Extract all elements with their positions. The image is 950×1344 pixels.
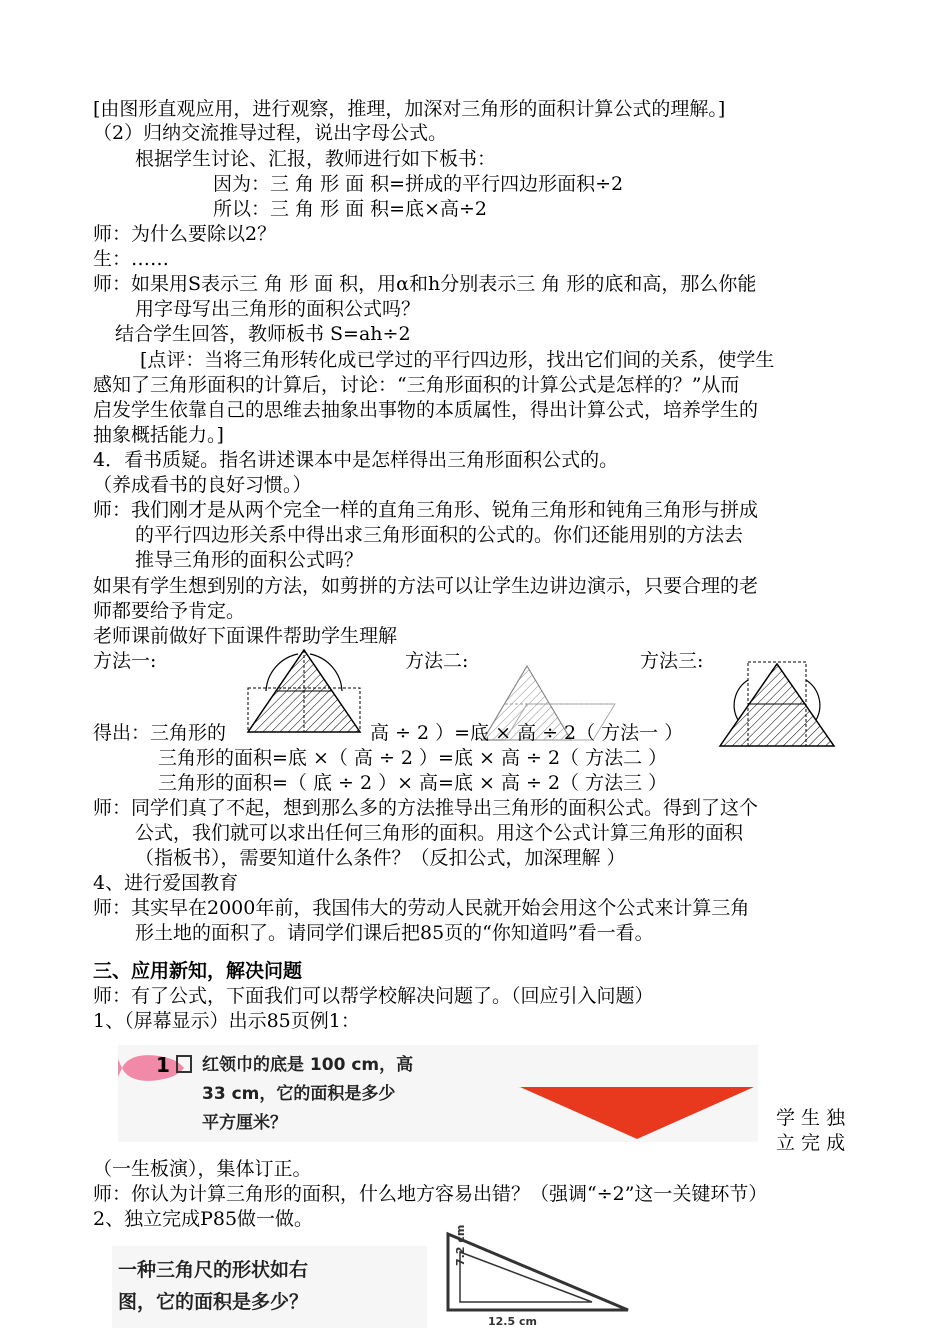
teacher-line: 师：如果用S表示三 角 形 面 积，用α和h分别表示三 角 形的底和高，那么你能	[93, 273, 757, 295]
step-heading: （2）归纳交流推导过程，说出字母公式。	[93, 122, 448, 144]
method-three-label: 方法三:	[640, 650, 704, 672]
red-scarf-triangle	[518, 1085, 758, 1141]
result-line: 高 ÷ 2 ）=底 × 高 ÷ 2（ 方法一 ）	[370, 722, 684, 744]
result-line: 三角形的面积=（ 底 ÷ 2 ）× 高=底 × 高 ÷ 2（ 方法三 ）	[158, 772, 668, 794]
text-line: 结合学生回答，教师板书 S=ah÷2	[115, 323, 411, 345]
text-line: （养成看书的良好习惯。）	[93, 474, 312, 496]
step-heading: 2、独立完成P85做一做。	[93, 1208, 314, 1230]
comment-line: 抽象概括能力。]	[93, 424, 224, 446]
text-line: 老师课前做好下面课件帮助学生理解	[93, 625, 398, 647]
result-line: 三角形的面积=底 ×（ 高 ÷ 2 ）=底 × 高 ÷ 2（ 方法二 ）	[158, 747, 668, 769]
method-two-label: 方法二:	[405, 650, 469, 672]
teacher-line-cont: （指板书），需要知道什么条件？（反扣公式，加深理解 ）	[135, 847, 626, 869]
student-line: 生：……	[93, 248, 170, 270]
text-line: 根据学生讨论、汇报，教师进行如下板书：	[135, 148, 497, 170]
teacher-line-cont: 用字母写出三角形的面积公式吗？	[135, 298, 421, 320]
comment-line: [点评：当将三角形转化成已学过的平行四边形，找出它们间的关系，使学生	[140, 349, 775, 371]
text-line: 立 完 成	[776, 1132, 846, 1154]
example-number: 1	[156, 1053, 170, 1077]
step-heading: 4．看书质疑。指名讲述课本中是怎样得出三角形面积公式的。	[93, 449, 619, 471]
teacher-line: 师：你认为计算三角形的面积，什么地方容易出错？（强调“÷2”这一关键环节）	[93, 1183, 768, 1205]
text-line: 如果有学生想到别的方法，如剪拼的方法可以让学生边讲边演示，只要合理的老	[93, 575, 759, 597]
comment-line: [由图形直观应用，进行观察，推理，加深对三角形的面积计算公式的理解。]	[93, 98, 726, 120]
section-heading: 三、应用新知，解决问题	[93, 960, 303, 982]
teacher-line-cont: 公式，我们就可以求出任何三角形的面积。用这个公式计算三角形的面积	[135, 822, 744, 844]
teacher-line-cont: 形土地的面积了。请同学们课后把85页的“你知道吗”看一看。	[135, 922, 654, 944]
box-icon	[176, 1055, 192, 1073]
example-1-panel	[118, 1045, 758, 1142]
example-text: 平方厘米？	[202, 1113, 287, 1133]
triangle-ruler-figure	[440, 1230, 635, 1330]
formula-therefore: 所以：三 角 形 面 积=底×高÷2	[213, 198, 488, 220]
example-text: 33 cm，它的面积是多少	[202, 1084, 396, 1104]
practice-text: 图，它的面积是多少？	[118, 1291, 309, 1313]
comment-line: 启发学生依靠自己的思维去抽象出事物的本质属性，得出计算公式，培养学生的	[93, 399, 759, 421]
step-heading: 1、（屏幕显示）出示85页例1：	[93, 1010, 360, 1032]
comment-line: 感知了三角形面积的计算后，讨论：“三角形面积的计算公式是怎样的？”从而	[93, 374, 740, 396]
example-text: 红领巾的底是 100 cm，高	[202, 1055, 414, 1075]
teacher-line: 师：有了公式，下面我们可以帮学校解决问题了。（回应引入问题）	[93, 985, 654, 1007]
teacher-line: 师：其实早在2000年前，我国伟大的劳动人民就开始会用这个公式来计算三角	[93, 897, 750, 919]
result-line: 得出：三角形的	[93, 722, 227, 744]
method-one-label: 方法一:	[93, 650, 157, 672]
step-heading: 4、进行爱国教育	[93, 872, 239, 894]
teacher-line: 师：我们刚才是从两个完全一样的直角三角形、锐角三角形和钝角三角形与拼成	[93, 499, 759, 521]
method-three-figure	[716, 660, 838, 752]
base-label: 12.5 cm	[488, 1315, 537, 1328]
teacher-line: 师：同学们真了不起，想到那么多的方法推导出三角形的面积公式。得到了这个	[93, 797, 759, 819]
practice-panel	[112, 1246, 427, 1328]
text-line: 学 生 独	[776, 1107, 846, 1129]
method-one-figure	[238, 646, 368, 738]
practice-text: 一种三角尺的形状如右	[118, 1259, 309, 1281]
teacher-line-cont: 的平行四边形关系中得出求三角形面积的公式的。你们还能用别的方法去	[135, 524, 744, 546]
teacher-line: 师：为什么要除以2？	[93, 223, 277, 245]
height-label: 7.2 cm	[454, 1224, 467, 1266]
teacher-line-cont: 推导三角形的面积公式吗？	[135, 549, 364, 571]
formula-because: 因为：三 角 形 面 积=拼成的平行四边形面积÷2	[213, 173, 624, 195]
text-line: 师都要给予肯定。	[93, 600, 246, 622]
text-line: （一生板演），集体订正。	[93, 1158, 312, 1180]
